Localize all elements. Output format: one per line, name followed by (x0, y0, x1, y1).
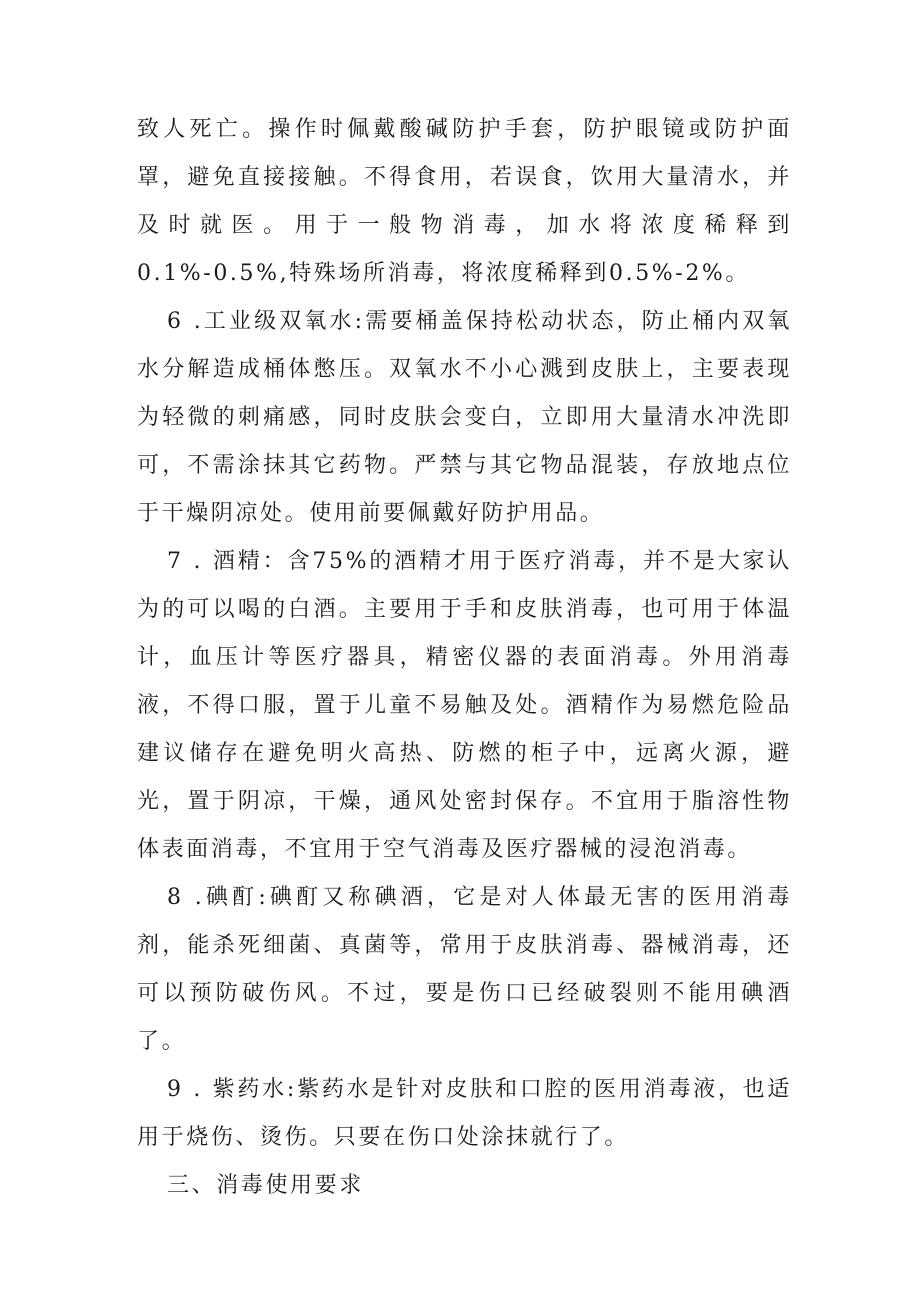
paragraph-gentian-violet: 9 . 紫药水:紫药水是针对皮肤和口腔的医用消毒液，也适用于烧伤、烫伤。只要在伤口处涂抹就行了。 (137, 1077, 792, 1150)
paragraph-alcohol: 7 . 酒精：含75%的酒精才用于医疗消毒，并不是大家认为的可以喝的白酒。主要用于手和皮肤消毒，也可用于体温计，血压计等医疗器具，精密仪器的表面消毒。外用消毒液，不得口服，置于儿童不易触及处。酒精作为易燃危险品建议储存在避免明火高热、防燃的柜子中，远离火源，避光，置于阴凉，干燥，通风处密封保存。不宜用于脂溶性物体表面消毒，不宜用于空气消毒及医疗器械的浸泡消毒。 (137, 549, 792, 862)
section-heading: 三、消毒使用要求 (167, 1173, 364, 1198)
paragraph-iodine-tincture: 8 .碘酊:碘酊又称碘酒，它是对人体最无害的医用消毒剂，能杀死细菌、真菌等，常用于皮肤消毒、器械消毒，还可以预防破伤风。不过，要是伤口已经破裂则不能用碘酒了。 (137, 885, 792, 1054)
document-body (137, 106, 792, 1210)
paragraph-continuation: 致人死亡。操作时佩戴酸碱防护手套，防护眼镜或防护面罩，避免直接接触。不得食用，若误食，饮用大量清水，并及时就医。用于一般物消毒，加水将浓度稀释到0.1%-0.5%,特殊场所消毒，将浓度稀释到0.5%-2%。 (137, 117, 792, 286)
paragraph-hydrogen-peroxide: 6 .工业级双氧水:需要桶盖保持松动状态，防止桶内双氧水分解造成桶体憋压。双氧水不小心溅到皮肤上，主要表现为轻微的刺痛感，同时皮肤会变白，立即用大量清水冲洗即可，不需涂抹其它药物。严禁与其它物品混装，存放地点位于干燥阴凉处。使用前要佩戴好防护用品。 (137, 309, 792, 526)
